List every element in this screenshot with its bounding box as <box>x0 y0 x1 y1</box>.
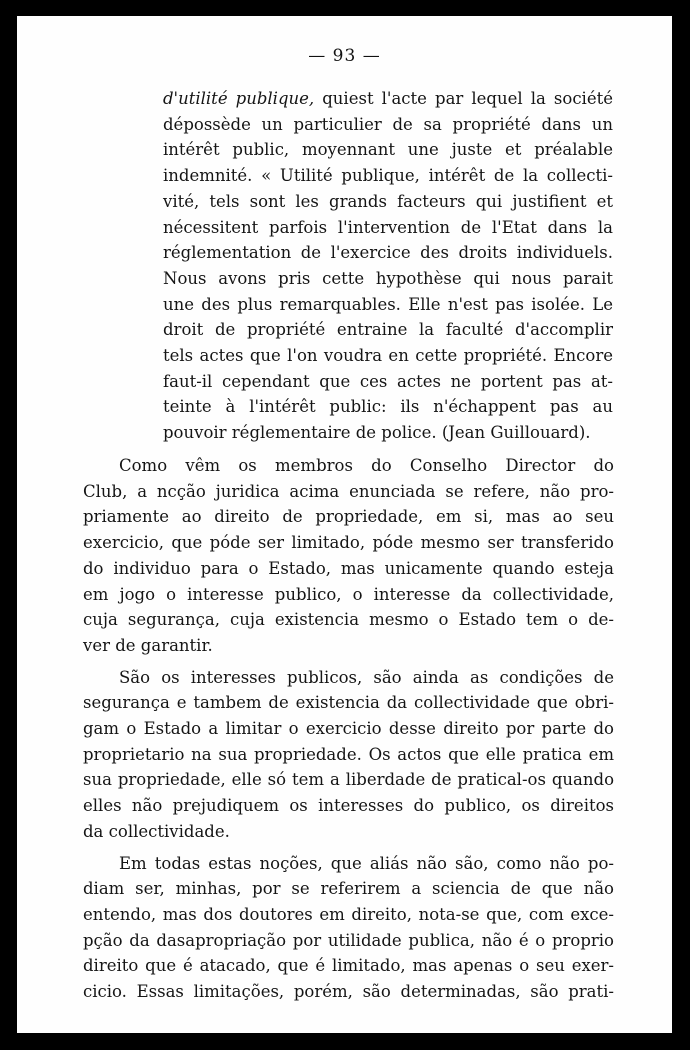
text-line: réglementation de l'exercice des droits individuels. <box>163 243 613 263</box>
text-line: pção da dasapropriação por utilidade publica, não é o proprio <box>83 930 614 950</box>
text-line: São os interesses publicos, são ainda as condições de <box>119 667 614 687</box>
text-line: exercicio, que póde ser limitado, póde mesmo ser transferido <box>83 533 614 553</box>
text-line: priamente ao direito de propriedade, em si, mas ao seu <box>83 507 614 527</box>
french-quotation <box>163 86 613 446</box>
text-line: diam ser, minhas, por se referirem a sciencia de que não <box>83 879 614 899</box>
body-text <box>83 453 614 1005</box>
text-line: teinte à l'intérêt public: ils n'échappent pas au <box>163 397 613 417</box>
text-line: cuja segurança, cuja existencia mesmo o Estado tem o de- <box>83 610 614 630</box>
text-line: Como vêm os membros do Conselho Director do <box>119 456 614 475</box>
paragraph <box>83 665 614 845</box>
text-line: pouvoir réglementaire de police. (Jean Guillouard). <box>163 423 591 443</box>
text-line: nécessitent parfois l'intervention de l'Etat dans la <box>163 217 613 237</box>
text-line: indemnité. « Utilité publique, intérêt de la collecti- <box>163 166 613 186</box>
text-line: cicio. Essas limitações, porém, são determinadas, são prati- <box>83 982 614 1002</box>
text-line: Nous avons pris cette hypothèse qui nous parait <box>163 268 613 288</box>
text-line: droit de propriété entraine la faculté d'accomplir <box>163 320 613 340</box>
text-line: tels actes que l'on voudra en cette propriété. Encore <box>163 346 613 366</box>
page-number: — 93 — <box>308 46 381 66</box>
text-line: ver de garantir. <box>83 635 213 655</box>
text-line: entendo, mas dos doutores em direito, nota-se que, com exce- <box>83 904 614 924</box>
text-line: elles não prejudiquem os interesses do publico, os direitos <box>83 796 614 816</box>
text-line: Em todas estas noções, que aliás não são, como não po- <box>119 853 614 873</box>
text-line: sua propriedade, elle só tem a liberdade de pratical-os quando <box>83 770 614 790</box>
text-line: une des plus remarquables. Elle n'est pas isolée. Le <box>163 294 613 314</box>
text-line: vité, tels sont les grands facteurs qui justifient et <box>163 191 613 211</box>
text-line: do individuo para o Estado, mas unicamente quando esteja <box>83 558 614 578</box>
text-line: direito que é atacado, que é limitado, mas apenas o seu exer- <box>83 956 614 976</box>
text-line: Club, a ncção juridica acima enunciada se refere, não pro- <box>83 481 614 501</box>
text-line: dépossède un particulier de sa propriété dans un <box>163 114 613 134</box>
text-line: gam o Estado a limitar o exercicio desse direito por parte do <box>83 719 614 739</box>
text-line: proprietario na sua propriedade. Os actos que elle pratica em <box>83 744 614 764</box>
text-line: faut-il cependant que ces actes ne portent pas at- <box>163 371 613 391</box>
italic-term: d'utilité publique, <box>163 89 315 108</box>
text-line: da collectividade. <box>83 821 230 841</box>
text-line: d'utilité publique, quiest l'acte par lequel la société <box>163 89 613 108</box>
text-line: intérêt public, moyennant une juste et préalable <box>163 140 613 160</box>
book-page <box>17 16 672 1033</box>
paragraph <box>83 851 614 1005</box>
text-line: segurança e tambem de existencia da collectividade que obri- <box>83 693 614 713</box>
text-line: em jogo o interesse publico, o interesse da collectividade, <box>83 584 614 604</box>
paragraph <box>83 453 614 659</box>
